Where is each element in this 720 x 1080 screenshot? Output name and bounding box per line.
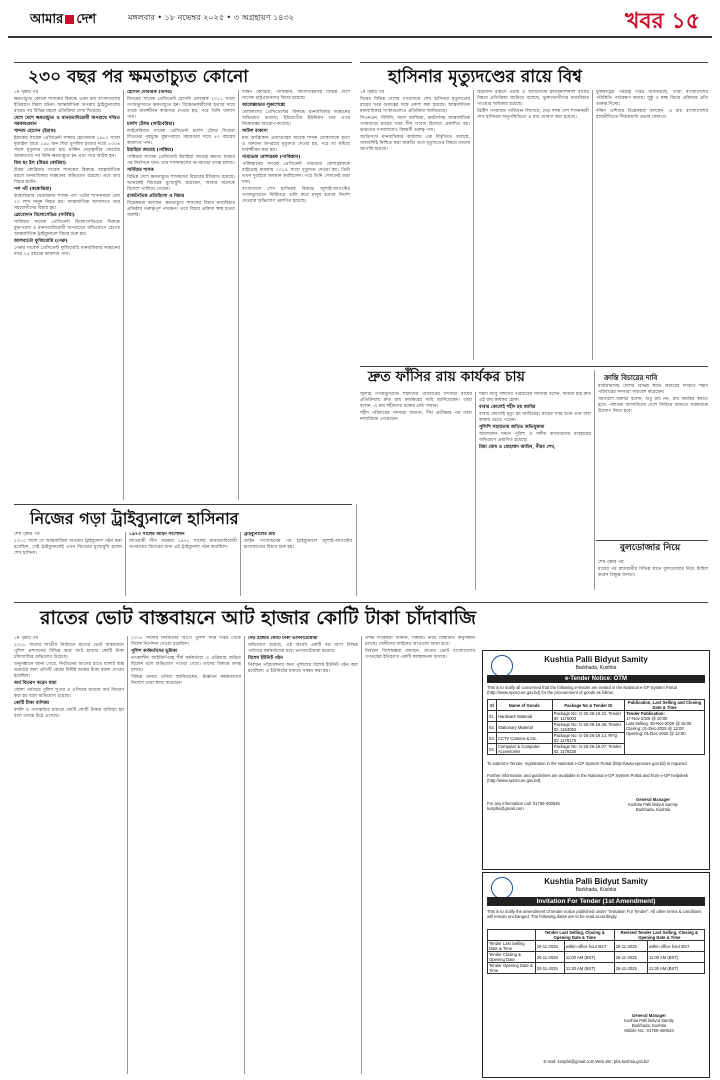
story6-sub2: ট্রাইব্যুনালের রায় <box>244 532 275 537</box>
ad1-row0-goods: Hardware Material <box>496 711 552 722</box>
ad2-row1-date2: 26-11-2025 <box>614 952 647 963</box>
ad2-h-existing: Tender Last Selling, Closing & Opening Date & Time <box>535 930 614 941</box>
story7-headline: রাতের ভোট বাস্তবায়নে আট হাজার কোটি টাকা চাঁদাবাজি <box>40 607 477 629</box>
story3-col1: জুলাই গণঅভ্যুত্থানে শহীদদের পরিবারের সদস্যরা রায়ের প্রতিক্রিয়ায় দ্রুত রায় কার্যকরের দাবি জানিয়েছেন। তারা বলেন, এ রায় শহীদদের রক্তের প্রতি সম্মান। শহীদ পরিবারের সদস্যরা জানান, দীর্ঘ প্রতীক্ষার পর তারা ন্যায়বিচার পেয়েছেন। <box>360 392 472 422</box>
ad1-pub-line1: Last Selling: 30-Nov-2025 @ 15:00 <box>626 721 692 726</box>
story4-body: রাজধানীসহ দেশের বিভিন্ন স্থানে বিচারের দাবিতে শহীদ পরিবারের সদস্যরা সমাবেশ করেছেন। সমাবেশে বক্তারা বলেন, শুধু রায় নয়, রায় কার্যকর করতে হবে। পলাতক আসামিদের দেশে ফিরিয়ে আনতে সরকারকে উদ্যোগ নিতে হবে। <box>598 384 708 414</box>
story1-sub12: আলেক্সান্ডার লুকাশেঙ্কো <box>242 103 286 108</box>
date-line: মঙ্গলবার • ১৮ নভেম্বর ২০২৫ • ৩ অগ্রহায়ণ ১৪৩২ <box>128 13 294 22</box>
story6-jump: শেষ পৃষ্ঠার পর <box>14 532 40 537</box>
ad2-row2-date1: 20-11-2025 <box>535 963 564 974</box>
story3-sub1: বাবার কোলেই শহীদ হয় জাবির <box>479 405 536 410</box>
story1-sub6: আলবার্তো ফুজিমোরি (পেরু) <box>14 239 68 244</box>
story2-headline: হাসিনার মৃত্যুদণ্ডের রায়ে বিশ্ব <box>388 67 582 87</box>
ad2-row0-date1: 19-11-2025 <box>535 941 564 952</box>
ad2-row2-time1: 11:30 AM (BST) <box>564 963 614 974</box>
story1-col2: হোসনি মোবারক (মিসর) মিসরের সাবেক প্রেসিডেন্ট হোসনি মোবারক ২০১১ সালে গণঅভ্যুত্থানে ক্ষমতাচ্যুত হন। বিক্ষোভকারীদের হত্যার দায়ে তাকে যাবজ্জীবন কারাদণ্ড দেওয়া হয়, পরে তিনি খালাস পান। চার্লস টেলর (লাইবেরিয়া) লাইবেরিয়ার সাবেক প্রেসিডেন্ট চার্লস টেলর সিয়েরা লিওনের গৃহযুদ্ধে যুদ্ধাপরাধে সহায়তার দায়ে ৫০ বছরের কারাদণ্ড পান। ইয়াহিয়া জামেহ (গাম্বিয়া) গাম্বিয়ার সাবেক প্রেসিডেন্ট ইয়াহিয়া জামেহ ক্ষমতা ছাড়ার পর নির্বাসনে যান। তার শাসনামলের অপরাধের তদন্ত চলছে। সার্বিয়ার শাসক বিভিন্ন দেশে ক্ষমতাচ্যুত শাসকদের বিচারের ইতিহাস রয়েছে। অনেকেই বিচারের মুখোমুখি হয়েছেন, আবার অনেকে বিদেশে পালিয়ে গেছেন। রাজনৈতিক প্রতিহিংসা ও বিচার বিশ্লেষকরা বলছেন, ক্ষমতাচ্যুত শাসকের বিচার ন্যায়বিচার প্রতিষ্ঠার গুরুত্বপূর্ণ পদক্ষেপ। তবে বিচার প্রক্রিয়া স্বচ্ছ হওয়া জরুরি। <box>127 90 235 218</box>
ad2-row1-label: Tender Closing & Opening Date <box>488 952 536 963</box>
section-page-number: খবর ১৫ <box>624 8 700 34</box>
story1-col3: দক্ষিণ কোরিয়া, পাকিস্তান, ফিলিপাইনসহ বিভিন্ন দেশে সাবেক রাষ্ট্রপ্রধানদের বিচার হয়েছে। আলেক্সান্ডার লুকাশেঙ্কো বেলারুশের প্রেসিডেন্টের বিরুদ্ধে মানবাধিকার লঙ্ঘনের অভিযোগ রয়েছে। ইউরোপীয় ইউনিয়ন তার ওপর নিষেধাজ্ঞা আরোপ করেছে। সাউল বাকাসা মধ্য আফ্রিকান প্রজাতন্ত্রের সাবেক শাসক বোকাসাকে হত্যা ও অন্যান্য অপরাধে মৃত্যুদণ্ড দেওয়া হয়, পরে তা কমিয়ে যাবজ্জীবন করা হয়। পারভেজ মোশাররফ (পাকিস্তান) পাকিস্তানের সাবেক প্রেসিডেন্ট পারভেজ মোশাররফকে রাষ্ট্রদ্রোহ মামলায় ২০১৯ সালে মৃত্যুদণ্ড দেওয়া হয়। তিনি তখন দুবাইয়ে অবস্থান করছিলেন। পরে তিনি সেখানেই মারা যান। বাংলাদেশে শেখ হাসিনার বিরুদ্ধে জুলাই-আগস্টের গণঅভ্যুত্থানে নির্বিচারে গুলি করে মানুষ হত্যার নির্দেশ দেওয়ার অভিযোগ প্রমাণিত হয়েছে। <box>242 90 350 204</box>
brand-left: আমার <box>30 12 64 27</box>
table-row <box>488 952 705 963</box>
ad1-pub-line3: Opening: 01-Dec-2025 @ 12:00 <box>626 731 686 736</box>
ad1-contact: For any information call: 01769-400545 kuspbs@gmail.com <box>487 801 560 811</box>
story7-sub4: দেড় হাজার কোটি টাকা ভাগবাটোয়ারা <box>248 636 318 641</box>
story7-col3: দেড় হাজার কোটি টাকা ভাগবাটোয়ারা অভিযোগ রয়েছে, এই অর্থের একটি বড় অংশ বিভিন্ন পর্যায়ের কর্মকর্তাদের মধ্যে ভাগবাটোয়ারা হয়েছে। বিশেষ ইউনিট গঠন নির্বাচন পরিচালনার জন্য পুলিশের বিশেষ ইউনিট গঠন করা হয়েছিল। এ ইউনিটের মাধ্যমে সমন্বয় করা হয়। <box>248 636 358 674</box>
story6-col3: ট্রাইব্যুনালের রায় আইন সংশোধনের পর ট্রাইব্যুনালে জুলাই-আগস্টের হত্যাকাণ্ডের বিচার শুরু হয়। <box>244 532 352 550</box>
ad2-row1-time2: 11:00 AM (BST) <box>647 952 704 963</box>
story1-sub3: কিম ছং ইল (উত্তর কোরিয়া) <box>14 161 67 166</box>
ad1-org: Kushtia Palli Bidyut Samity <box>544 655 648 664</box>
ad2-row0-time2: within office hour BST <box>647 941 704 952</box>
story1-headline: ২৩০ বছর পর ক্ষমতাচ্যুত কোনো <box>28 67 249 87</box>
story7-jump: ১ম পৃষ্ঠার পর <box>14 636 39 641</box>
story1-sub13: সাউল বাকাসা <box>242 129 268 134</box>
story1-body: ক্ষমতাচ্যুত কোনো শাসকের বিরুদ্ধে এমন রায় বাংলাদেশের ইতিহাসে বিরল ঘটনা। আন্তর্জাতিক অপরাধ ট্রাইব্যুনালের রায়ের পর বিভিন্ন মহলে প্রতিক্রিয়া দেখা দিয়েছে। <box>14 97 120 114</box>
brand-square-icon <box>65 15 74 24</box>
ad1-row1-sl: 02. <box>488 722 497 733</box>
story2-body: বিশ্বের বিভিন্ন দেশের গণমাধ্যমে শেখ হাসিনার মৃত্যুদণ্ডের রায়ের খবর গুরুত্বের সঙ্গে প্রকাশ করা হয়েছে। আন্তর্জাতিক মানবাধিকার সংস্থাগুলোও প্রতিক্রিয়া জানিয়েছে। <box>360 97 470 114</box>
ad1-table <box>487 699 705 755</box>
ad1-sign-place: Barkhada, Kushtia <box>635 807 671 812</box>
story6-headline: নিজের গড়া ট্রাইব্যুনালে হাসিনার <box>30 509 239 528</box>
table-row <box>488 963 705 974</box>
ad1-col-sl: Sl <box>488 700 497 711</box>
ad1-footer2: Further information and guidelines are available in the National e-GP System Portal and from e-GP helpdesk (http://www.eprocure.gov.bd). <box>487 773 688 783</box>
story1-sub5: স্লোবোদান মিলোসেভিচ (সার্বিয়া) <box>14 213 75 218</box>
masthead <box>8 2 712 38</box>
ad1-col-pub: Publication, Last Selling and Closing Date & Time <box>625 700 705 711</box>
ad1-sign-org: Kushtia Palli Bidyut Samity <box>628 802 678 807</box>
ad2-intro: This is to notify the amendment of tender notice published under "Invitation For Tender". All other terms & conditions will remain unchanged. The following dates are to be read accordingly. <box>487 909 702 919</box>
ad1-place: Barkhada, Kushtia <box>575 665 617 671</box>
ad2-row2-date2: 26-11-2025 <box>614 963 647 974</box>
table-row <box>488 941 705 952</box>
brand-right: দেশ <box>76 12 97 27</box>
story7-sub5: বিশেষ ইউনিট গঠন <box>248 656 283 661</box>
story5-body: শেষ পৃষ্ঠার পর রায়ের পর রাজধানীর বিভিন্ন স্থানে বুলডোজার নিয়ে মিছিল করেন বিক্ষুব্ধ জনতা। <box>598 560 708 578</box>
story7-col1: ১ম পৃষ্ঠার পর ২০১৮ সালের জাতীয় নির্বাচনে রাতের ভোট বাস্তবায়নে পুলিশ প্রশাসনের বিভিন্ন স্তরে আট হাজার কোটি টাকা চাঁদাবাজির অভিযোগ উঠেছে। অনুসন্ধানে জানা গেছে, নির্বাচনের আগের রাতে ব্যালট বাক্স ভরাটের জন্য প্রতিটি কেন্দ্রে নির্দিষ্ট অঙ্কের টাকা বরাদ্দ দেওয়া হয়েছিল। অর্থ বিতরণ করেন যারা জেলা পর্যায়ের পুলিশ সুপার ও ওসিদের মাধ্যমে অর্থ বিতরণ করা হয় বলে অভিযোগ রয়েছে। কোটি টাকা বাণিজ্য বদলি ও পদোন্নতির মাধ্যমে কোটি কোটি টাকার বাণিজ্য হয় বলে তদন্তে উঠে এসেছে। <box>14 636 124 719</box>
story5-headline: বুলডোজার নিয়ে <box>620 543 681 553</box>
ad1-row3-goods: Computer & Computer Accessories <box>496 744 552 755</box>
story1-top-rule <box>14 62 352 63</box>
ad2-notice: Invitation For Tender (1st Amendment) <box>487 897 705 906</box>
ad1-col-goods: Name of Goods <box>496 700 552 711</box>
story7-sub2: কোটি টাকা বাণিজ্য <box>14 701 50 706</box>
ad1-row1-goods: Stationary Material <box>496 722 552 733</box>
ad2-row2-time2: 11:30 AM (BST) <box>647 963 704 974</box>
story2-col2: হিউম্যান রাইটস ওয়াচ ও অ্যামনেস্টি ইন্টারন্যাশনাল রায়ের বিষয়ে প্রতিক্রিয়া জানিয়ে বলেছে, ভুক্তভোগীদের ন্যায়বিচার পাওয়ার অধিকার রয়েছে। ব্রিটিশ গণমাধ্যম গার্ডিয়ান লিখেছে, দেড় দশক দেশ শাসনকারী শেখ হাসিনার অনুপস্থিতিতে এ রায় ঘোষণা করা হয়েছে। <box>477 90 589 120</box>
ad2-place: Barkhada, Kushtia <box>575 887 617 893</box>
story3-headline: দ্রুত ফাঁসির রায় কার্যকর চায় <box>368 369 525 385</box>
ad2-row0-time1: within office hour BST <box>564 941 614 952</box>
story1-sub14: পারভেজ মোশাররফ (পাকিস্তান) <box>242 155 301 160</box>
ad1-row2-goods: CCTV Camera & etc. <box>496 733 552 744</box>
story3-sub2: পুলিশি সহায়তায় জড়িত অভিযুক্তরা <box>479 425 545 430</box>
story4-headline: ক্রান্তি বিচারের দাবি <box>604 373 658 382</box>
story1-sub1: দেশে দেশে ক্ষমতাচ্যুত ও মানবতাবিরোধী অপরাধে দণ্ডিত সরকারপ্রধান <box>14 116 120 127</box>
tender-amendment-ad <box>482 872 710 1078</box>
ad1-col-pkg: Package No & Tender ID <box>552 700 624 711</box>
ad1-row1-pkg: Package No: G-25-26-16.38, Tender ID: 1164062 <box>552 722 624 733</box>
ad2-signature <box>593 1013 705 1033</box>
story1-sub4: পল পট (কম্বোডিয়া) <box>14 187 52 192</box>
story4-body-text: রাজধানীসহ দেশের বিভিন্ন স্থানে বিচারের দাবিতে শহীদ পরিবারের সদস্যরা সমাবেশ করেছেন। <box>598 384 708 395</box>
ad2-sign-org: Kushtia Palli Bidyut Samity <box>624 1018 674 1023</box>
story1-sub2: সাদ্দাম হোসেন (ইরাক) <box>14 129 56 134</box>
story1-sub8: চার্লস টেলর (লাইবেরিয়া) <box>127 122 175 127</box>
paper-brand <box>30 10 96 31</box>
story1-sub11: রাজনৈতিক প্রতিহিংসা ও বিচার <box>127 194 185 199</box>
ad1-row0-sl: 01. <box>488 711 497 722</box>
ad1-row3-pkg: Package No: G-25-26-19.07, Tender ID: 1178220 <box>552 744 624 755</box>
story6-sub1: ১৯৭৩ সালের আইন সংশোধন <box>129 532 185 537</box>
ad1-footer1: To submit e-Tender, registration in the National e-GP System Portal (http://www.eprocure.gov.bd) is required. <box>487 761 688 766</box>
story1-sub7: হোসনি মোবারক (মিসর) <box>127 90 173 95</box>
story2-jump: ১ম পৃষ্ঠার পর <box>360 90 385 95</box>
story7-col4: তদন্ত সংশ্লিষ্টরা জানান, বিষয়টি নিয়ে বিস্তারিত অনুসন্ধান চলছে। দোষীদের আইনের আওতায় আনা হবে। নির্বাচন বিশেষজ্ঞরা বলছেন, রাতের ভোট বাংলাদেশের গণতন্ত্রের ইতিহাসে একটি কলঙ্কজনক অধ্যায়। <box>365 636 475 660</box>
ad2-row0-label: Tender Last Selling Date & Time <box>488 941 536 952</box>
story6-col2: ১৯৭৩ সালের আইন সংশোধন আওয়ামী লীগ সরকার ১৯৭১ সালের মানবতাবিরোধী অপরাধের বিচারের জন্য এই ট্রাইব্যুনাল গঠন করেছিল। <box>129 532 237 550</box>
ad1-row0-pkg: Package No: G-25-26-19.22, Tender ID: 1176003 <box>552 711 624 722</box>
story7-col2: ২০১৮ সালের নির্বাচনের আগে পুলিশ সদর দপ্তর থেকে বিশেষ নির্দেশনা দেওয়া হয়েছিল। পুলিশ কর্মকর্তাদের ভূমিকা তৎকালীন আইজিপিসহ শীর্ষ কর্মকর্তারা এ প্রক্রিয়ায় জড়িত ছিলেন বলে অভিযোগ পাওয়া গেছে। তাদের বিরুদ্ধে তদন্ত চলছে। বিভিন্ন থানার ওসিরা জানিয়েছেন, ঊর্ধ্বতন কর্মকর্তাদের নির্দেশে তারা কাজ করেছেন। <box>131 636 241 686</box>
story1-jump: ১ম পৃষ্ঠার পর <box>14 90 39 95</box>
ad1-notice: e-Tender Notice: OTM <box>487 675 705 683</box>
story6-body: ২০১০ সালে যে আন্তর্জাতিক অপরাধ ট্রাইব্যুনাল গঠন করা হয়েছিল, সেই ট্রাইব্যুনালেই এখন বিচারের মুখোমুখি হলেন শেখ হাসিনা। <box>14 539 122 556</box>
ad2-table <box>487 929 705 974</box>
ad2-sign-title: General Manager <box>632 1013 666 1018</box>
story7-body: ২০১৮ সালের জাতীয় নির্বাচনে রাতের ভোট বাস্তবায়নে পুলিশ প্রশাসনের বিভিন্ন স্তরে আট হাজার কোটি টাকা চাঁদাবাজির অভিযোগ উঠেছে। <box>14 643 124 660</box>
ad1-pub-line2: Closing: 01-Dec-2025 @ 12:00 <box>626 726 684 731</box>
ad2-mobile: Mobile No.: 01769-400543 <box>624 1028 674 1033</box>
ad2-row1-date1: 20-11-2025 <box>535 952 564 963</box>
story3-byline: রিয়া ঘোষ ও মোহাম্মদ আমিন, নীরব শেখ, <box>479 445 556 450</box>
ad1-pub-title: Tender Publication: <box>626 711 665 716</box>
story6-col1 <box>14 532 122 596</box>
ad1-intro: This is to notify all concerned that the following e-tender are invited in the National e-GP System Portal (http://www.eprocure.gov.bd) for the procurement of goods as follow: <box>487 685 677 695</box>
story1-col1: ১ম পৃষ্ঠার পর ক্ষমতাচ্যুত কোনো শাসকের বিরুদ্ধে এমন রায় বাংলাদেশের ইতিহাসে বিরল ঘটনা। আন্তর্জাতিক অপরাধ ট্রাইব্যুনালের রায়ের পর বিভিন্ন মহলে প্রতিক্রিয়া দেখা দিয়েছে। দেশে দেশে ক্ষমতাচ্যুত ও মানবতাবিরোধী অপরাধে দণ্ডিত সরকারপ্রধান সাদ্দাম হোসেন (ইরাক) ইরাকের সাবেক প্রেসিডেন্ট সাদ্দাম হোসেনকে ১৯৮২ সালে দুজাইল গ্রামে ১৪৮ জন শিয়া মুসলিম হত্যার দায়ে ২০০৬ সালে মৃত্যুদণ্ড দেওয়া হয়। মার্কিন নেতৃত্বাধীন জোটের আক্রমণের পর তিনি ক্ষমতাচ্যুত হন এবং পরে আটক হন। কিম ছং ইল (উত্তর কোরিয়া) উত্তর কোরিয়ার সাবেক শাসকের বিরুদ্ধে আন্তর্জাতিক মহলে মানবাধিকার লঙ্ঘনের অভিযোগ রয়েছে। তবে তার বিচার হয়নি। পল পট (কম্বোডিয়া) কম্বোডিয়ার খেমাররুজ শাসক পল পটের শাসনামলে প্রায় ২০ লাখ মানুষ নিহত হয়। আন্তর্জাতিক আদালতে তার সহযোগীদের বিচার হয়। স্লোবোদান মিলোসেভিচ (সার্বিয়া) সার্বিয়ার সাবেক প্রেসিডেন্ট মিলোসেভিচের বিরুদ্ধে যুদ্ধাপরাধ ও মানবতাবিরোধী অপরাধের অভিযোগে হেগের আন্তর্জাতিক ট্রাইব্যুনালে বিচার শুরু হয়। আলবার্তো ফুজিমোরি (পেরু) পেরুর সাবেক প্রেসিডেন্ট ফুজিমোরি মানবাধিকার লঙ্ঘনের দায়ে ২৫ বছরের কারাদণ্ড পান। <box>14 90 120 257</box>
ad2-org: Kushtia Palli Bidyut Samity <box>544 877 648 886</box>
ad2-row2-label: Tender Opening Date & Time <box>488 963 536 974</box>
story2-col3: যুক্তরাষ্ট্রের পররাষ্ট্র দপ্তর জানিয়েছে, তারা বাংলাদেশের পরিস্থিতি পর্যবেক্ষণ করছে। সুষ্ঠু ও স্বচ্ছ বিচার প্রক্রিয়ার প্রতি গুরুত্ব দিচ্ছে। দক্ষিণ এশিয়ার বিশ্লেষকরা বলছেন, এ রায় বাংলাদেশের রাজনীতিতে দীর্ঘমেয়াদি প্রভাব ফেলবে। <box>596 90 708 120</box>
ad1-pub-cell <box>625 711 705 755</box>
story7-sub1: অর্থ বিতরণ করেন যারা <box>14 681 57 686</box>
ad1-row3-sl: 04. <box>488 744 497 755</box>
ad2-row0-date2: 25-11-2025 <box>614 941 647 952</box>
tender-notice-ad <box>482 650 710 870</box>
story7-sub3: পুলিশ কর্মকর্তাদের ভূমিকা <box>131 649 178 654</box>
ad1-sign-title: General Manager <box>636 797 670 802</box>
table-row <box>488 711 705 722</box>
ad1-row2-pkg: Package No: G-25-26-19.14, RFQ ID: 1178175 <box>552 733 624 744</box>
story3-col2: শহীদ আবু সাঈদের পরিবারের সদস্যরা বলেন, আমরা চাই দ্রুত এই রায় কার্যকর হোক। বাবার কোলেই শহীদ হয় জাবির বাবার কোলেই মৃত্যু হয় জাবিরের। রায়ের খবর শুনে তার বাবা কান্নায় ভেঙে পড়েন। পুলিশি সহায়তায় জড়িত অভিযুক্তরা আন্দোলন দমনে পুলিশ ও দলীয় ক্যাডারদের ব্যবহারের অভিযোগ প্রমাণিত হয়েছে। রিয়া ঘোষ ও মোহাম্মদ আমিন, নীরব শেখ, <box>479 392 591 450</box>
story2-col1: ১ম পৃষ্ঠার পর বিশ্বের বিভিন্ন দেশের গণমাধ্যমে শেখ হাসিনার মৃত্যুদণ্ডের রায়ের খবর গুরুত্বের সঙ্গে প্রকাশ করা হয়েছে। আন্তর্জাতিক মানবাধিকার সংস্থাগুলোও প্রতিক্রিয়া জানিয়েছে। সিএনএন, বিবিসি, আল জাজিরা, রয়টার্সসহ আন্তর্জাতিক গণমাধ্যমে রায়ের খবর শীর্ষ সংবাদ হিসেবে প্রকাশিত হয়। ভারতের গণমাধ্যমেও বিষয়টি গুরুত্ব পায়। জাতিসংঘ মানবাধিকার কার্যালয় এক বিবৃতিতে বলেছে, জবাবদিহি নিশ্চিত করা জরুরি। তবে মৃত্যুদণ্ডের বিষয়ে তাদের আপত্তি রয়েছে। <box>360 90 470 152</box>
ad2-sign-place: Barkhada, Kushtia <box>631 1023 667 1028</box>
story1-sub9: ইয়াহিয়া জামেহ (গাম্বিয়া) <box>127 148 174 153</box>
ad1-row2-sl: 03. <box>488 733 497 744</box>
story1-sub10: সার্বিয়ার শাসক <box>127 168 154 173</box>
ad2-row1-time1: 11:00 AM (BST) <box>564 952 614 963</box>
story5-jump: শেষ পৃষ্ঠার পর <box>598 560 624 565</box>
ad1-signature <box>603 797 703 812</box>
ad2-h-revised: Revised Tender Last Selling, Closing & Opening Date & Time <box>614 930 704 941</box>
ad1-pub-line0: 17-Nov-2025 @ 10:00 <box>626 716 668 721</box>
ad2-contact: E-mail: kuspbs@gmail.com Web site: pbs.kushtia.gov.bd <box>543 1059 649 1064</box>
